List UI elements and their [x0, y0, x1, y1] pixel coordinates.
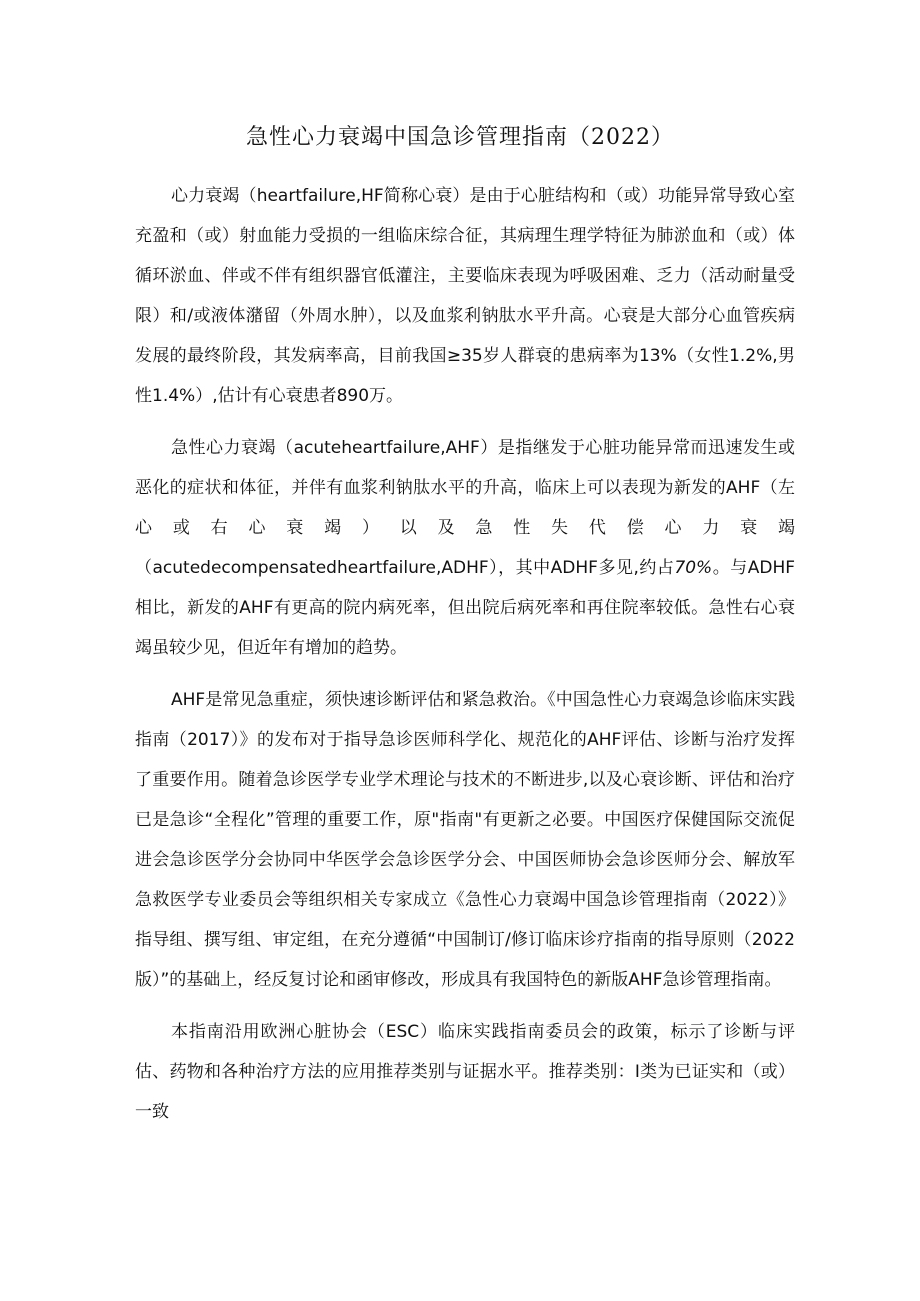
paragraph-ahf-text-before: 急性心力衰竭（acuteheartfailure,AHF）是指继发于心脏功能异常而迅速发生或恶化的症状和体征，并伴有血浆利钠肽水平的升高，临床上可以表现为新发的AHF（左心或右心衰竭）以及急性失代偿心力衰竭（acutedecompensatedheartfailure,ADHF），其中ADHF多见,约占	[135, 438, 795, 578]
paragraph-recommendation-classes: 本指南沿用欧洲心脏协会（ESC）临床实践指南委员会的政策，标示了诊断与评估、药物和各种治疗方法的应用推荐类别与证据水平。推荐类别：I类为已证实和（或）一致	[135, 1022, 795, 1122]
document-title: 急性心力衰竭中国急诊管理指南（2022）	[246, 125, 674, 150]
paragraph-heart-failure-definition: 心力衰竭（heartfailure,HF简称心衰）是由于心脏结构和（或）功能异常导致心室充盈和（或）射血能力受损的一组临床综合征，其病理生理学特征为肺淤血和（或）体循环淤血、伴或不伴有组织器官低灌注，主要临床表现为呼吸困难、乏力（活动耐量受限）和/或液体潴留（外周水肿），以及血浆利钠肽水平升高。心衰是大部分心血管疾病发展的最终阶段，其发病率高，目前我国≥35岁人群衰的患病率为13%（女性1.2%,男性1.4%）,估计有心衰患者890万。	[135, 186, 795, 406]
paragraph-ahf-text-after: 。与ADHF相比，新发的AHF有更高的院内病死率，但出院后病死率和再住院率较低。急性右心衰竭虽较少见，但近年有增加的趋势。	[135, 558, 796, 658]
paragraph-guideline-background: AHF是常见急重症，须快速诊断评估和紧急救治。《中国急性心力衰竭急诊临床实践指南（2017）》的发布对于指导急诊医师科学化、规范化的AHF评估、诊断与治疗发挥了重要作用。随着急诊医学专业学术理论与技术的不断进步,以及心衰诊断、评估和治疗已是急诊“全程化”管理的重要工作，原"指南"有更新之必要。中国医疗保健国际交流促进会急诊医学分会协同中华医学会急诊医学分会、中国医师协会急诊医师分会、解放军急救医学专业委员会等组织相关专家成立《急性心力衰竭中国急诊管理指南（2022）》指导组、撰写组、审定组，在充分遵循“中国制订/修订临床诊疗指南的指导原则（2022版）”的基础上，经反复讨论和函审修改，形成具有我国特色的新版AHF急诊管理指南。	[135, 690, 795, 990]
adhf-percentage: 70%	[674, 558, 713, 578]
paragraph-ahf-definition	[135, 428, 795, 668]
document-body	[135, 176, 795, 1132]
